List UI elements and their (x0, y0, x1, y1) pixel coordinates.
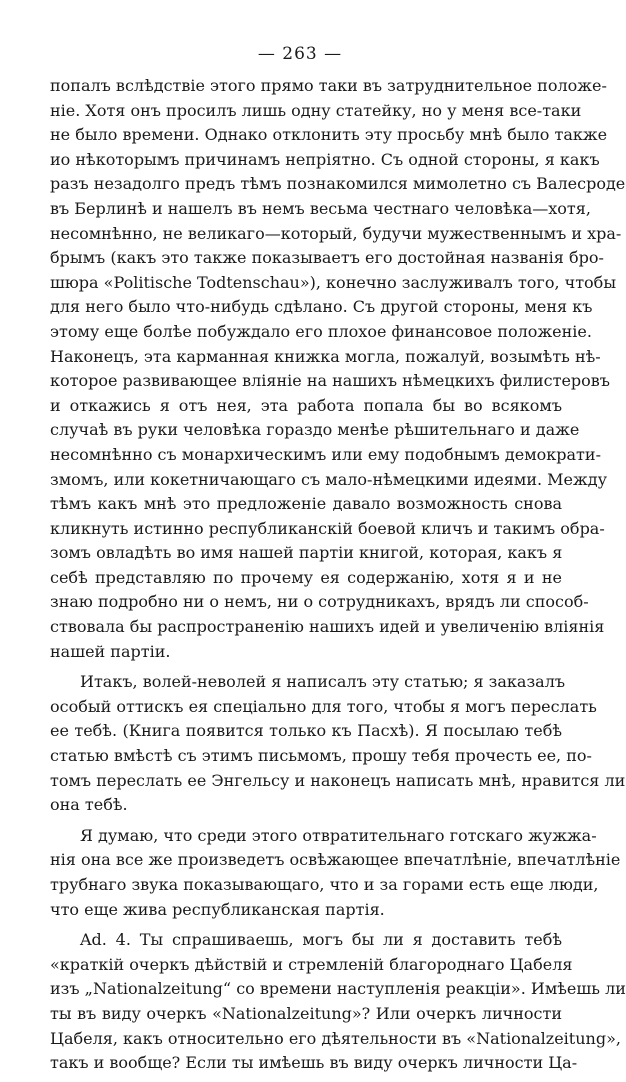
paragraph-3 (50, 824, 621, 922)
text-line: которое развивающее вліяніе на нашихъ нѣмецкихъ филистеровъ (50, 371, 610, 391)
text-line: ее тебѣ. (Книга появится только къ Пасхѣ). Я посылаю тебѣ (50, 721, 562, 741)
text-line: знаю подробно ни о немъ, ни о сотрудникахъ, врядъ ли способ- (50, 592, 589, 612)
text-line: тѣмъ какъ мнѣ это предложеніе давало возможность снова (50, 494, 562, 514)
paragraph-4 (50, 928, 626, 1076)
paragraph-2 (50, 670, 626, 818)
text-line: особый оттискъ ея спеціально для того, чтобы я могъ переслать (50, 696, 597, 716)
text-line: статью вмѣстѣ съ этимъ письмомъ, прошу тебя прочесть ее, по- (50, 746, 592, 766)
page-number: — 263 — (257, 44, 343, 64)
text-line: ио нѣкоторымъ причинамъ непріятно. Съ одной стороны, я какъ (50, 149, 600, 169)
text-line: не было времени. Однако отклонить эту просьбу мнѣ было также (50, 125, 608, 145)
text-line: несомнѣнно, не великаго—который, будучи мужественнымъ и хра- (50, 223, 622, 243)
text-line: ты въ виду очеркъ «Nationalzeitung»? Или очеркъ личности (50, 1003, 562, 1023)
text-line: кликнуть истинно республиканскій боевой кличъ и такимъ обра- (50, 518, 605, 538)
text-line: въ Берлинѣ и нашелъ въ немъ весьма честнаго человѣка—хотя, (50, 198, 591, 218)
text-line: Я думаю, что среди этого отвратительнаго готскаго жужжа- (80, 825, 597, 845)
text-line: трубнаго звука показывающаго, что и за горами есть еще люди, (50, 875, 599, 894)
text-line: она тебѣ. (50, 795, 128, 815)
text-line: брымъ (какъ это также показываетъ его достойная названія бро- (50, 248, 604, 268)
text-line: себѣ представляю по прочему ея содержанію, хотя я и не (50, 567, 562, 587)
text-line: что еще жива республиканская партія. (50, 899, 385, 919)
text-line: Итакъ, волей-неволей я написалъ эту статью; я заказалъ (80, 672, 566, 692)
text-line: этому еще болѣе побуждало его плохое финансовое положеніе. (50, 321, 592, 341)
text-line: попалъ вслѣдствіе этого прямо таки въ затруднительное положе- (50, 76, 607, 95)
text-line: «краткій очеркъ дѣйствій и стремленій благороднаго Цабеля (50, 954, 573, 974)
text-line: случаѣ въ руки человѣка гораздо менѣе рѣшительнаго и даже (50, 420, 580, 440)
text-line: для него было что-нибудь сдѣлано. Съ другой стороны, меня къ (50, 297, 593, 317)
text-line: ствовала бы распространенію нашихъ идей и увеличенію вліянія (50, 617, 605, 637)
text-line: Наконецъ, эта карманная книжка могла, пожалуй, возымѣть нѣ- (50, 346, 601, 366)
text-line: нія она все же произведетъ освѣжающее впечатлѣніе, впечатлѣніе (50, 850, 621, 870)
text-line: разъ незадолго предъ тѣмъ познакомился мимолетно съ Валесроде (50, 174, 626, 194)
text-line: такъ и вообще? Если ты имѣешь въ виду очеркъ личности Ца- (50, 1053, 578, 1073)
text-line: ніе. Хотя онъ просилъ лишь одну статейку, но у меня все-таки (50, 100, 582, 120)
body-text (50, 74, 626, 1082)
text-line: нашей партіи. (50, 641, 171, 661)
text-line: змомъ, или кокетничающаго съ мало-нѣмецкими идеями. Между (50, 469, 608, 489)
text-line: изъ „Nationalzeitung“ со времени наступленія реакціи». Имѣешь ли (50, 979, 626, 999)
text-line: томъ переслать ее Энгельсу и наконецъ написать мнѣ, нравится ли (50, 770, 626, 790)
text-line: Цабеля, какъ относительно его дѣятельности въ «Nationalzeitung», (50, 1028, 621, 1048)
text-line: и откажись я отъ нея, эта работа попала бы во всякомъ (50, 395, 562, 415)
text-line: несомнѣнно съ монархическимъ или ему подобнымъ демократи- (50, 444, 601, 464)
text-line: Ad. 4. Ты спрашиваешь, могъ бы ли я доставить тебѣ (80, 930, 562, 950)
text-line: шюра «Politische Todtenschau»), конечно заслуживалъ того, чтобы (50, 272, 617, 292)
text-line: зомъ овладѣть во имя нашей партіи книгой, которая, какъ я (50, 543, 563, 563)
paragraph-1 (50, 74, 626, 664)
